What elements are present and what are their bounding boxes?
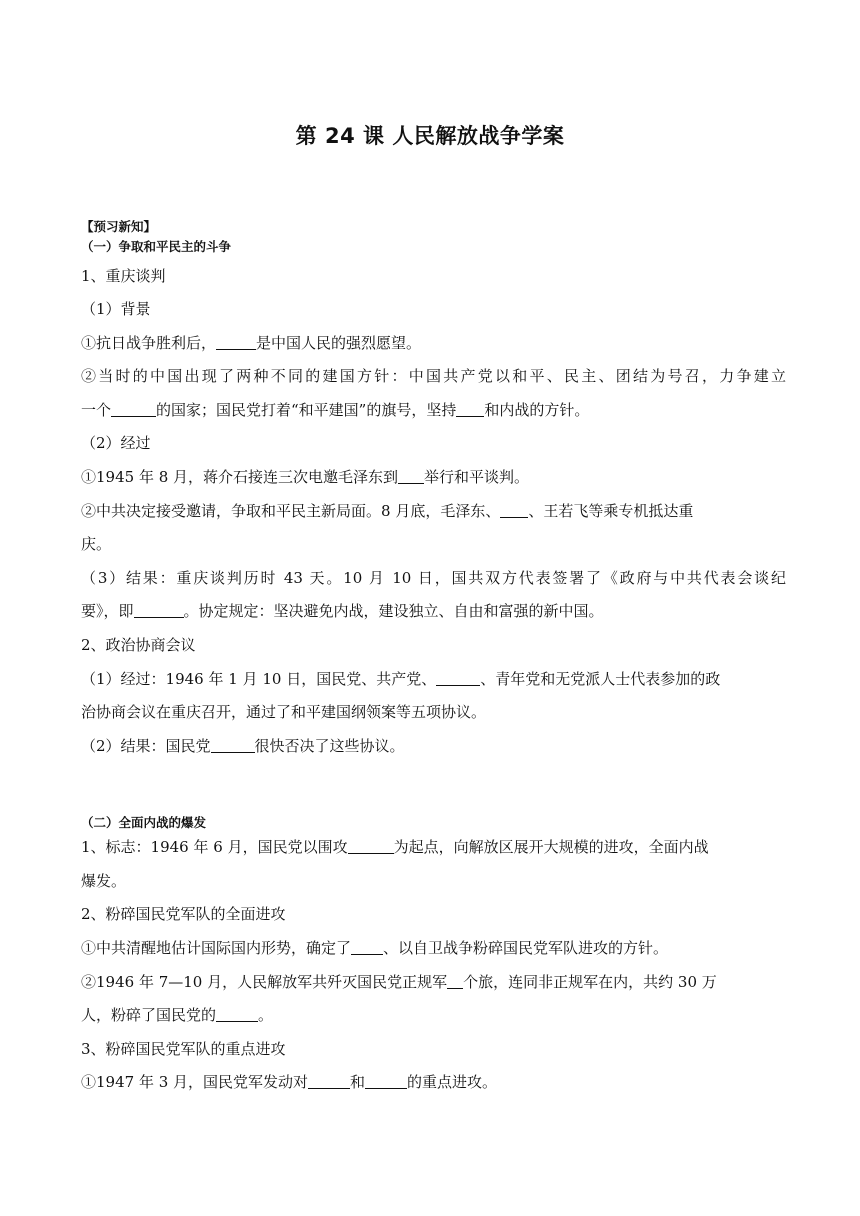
heading-full-attack: 2、粉碎国民党军队的全面进攻 — [81, 905, 286, 923]
heading-key-attack: 3、粉碎国民党军队的重点进攻 — [81, 1040, 286, 1058]
blank-field[interactable] — [308, 1073, 350, 1089]
section-heading-1: （一）争取和平民主的斗争 — [81, 239, 232, 254]
section-heading-2: （二）全面内战的爆发 — [81, 815, 207, 830]
heading-background: （1）背景 — [81, 300, 151, 318]
text-line: 爆发。 — [81, 872, 127, 890]
blank-field[interactable] — [348, 838, 394, 854]
text-line: （3）结果：重庆谈判历时 43 天。10 月 10 日，国共双方代表签署了《政府与中共代表会谈纪 — [81, 569, 786, 587]
blank-field[interactable] — [500, 502, 528, 518]
text-line: ②当时的中国出现了两种不同的建国方针：中国共产党以和平、民主、团结为号召，力争建立 — [81, 367, 786, 385]
text-line: 一个 的国家；国民党打着“和平建国”的旗号，坚持 和内战的方针。 — [81, 401, 590, 419]
text-line: 庆。 — [81, 535, 112, 553]
blank-field[interactable] — [216, 334, 256, 350]
blank-field[interactable] — [211, 737, 255, 753]
text-line: （1）经过：1946 年 1 月 10 日，国民党、共产党、 、青年党和无党派人士代表参加的政 — [81, 670, 721, 688]
blank-field[interactable] — [216, 1006, 258, 1022]
blank-field[interactable] — [398, 468, 424, 484]
text-line: ①1945 年 8 月，蒋介石接连三次电邀毛泽东到 举行和平谈判。 — [81, 468, 530, 486]
heading-chongqing: 1、重庆谈判 — [81, 267, 166, 285]
text-line: 要》，即 。协定规定：坚决避免内战，建设独立、自由和富强的新中国。 — [81, 602, 604, 620]
blank-field[interactable] — [351, 939, 383, 955]
blank-field[interactable] — [365, 1073, 407, 1089]
heading-pcc: 2、政治协商会议 — [81, 636, 196, 654]
text-line: ②中共决定接受邀请，争取和平民主新局面。8 月底，毛泽东、 、王若飞等乘专机抵达重 — [81, 502, 694, 520]
blank-field[interactable] — [134, 602, 184, 618]
text-line: ②1946 年 7—10 月，人民解放军共歼灭国民党正规军 个旅，连同非正规军在内，共约 30 万 — [81, 973, 717, 991]
blank-field[interactable] — [456, 401, 484, 417]
blank-field[interactable] — [436, 670, 480, 686]
text-line: （2）结果：国民党 很快否决了这些协议。 — [81, 737, 405, 755]
text-line: ①中共清醒地估计国际国内形势，确定了 、以自卫战争粉碎国民党军队进攻的方针。 — [81, 939, 669, 957]
text-line: 1、标志：1946 年 6 月，国民党以围攻 为起点，向解放区展开大规模的进攻，全面内战 — [81, 838, 709, 856]
blank-field[interactable] — [447, 973, 463, 989]
text-line: ①1947 年 3 月，国民党军发动对 和 的重点进攻。 — [81, 1073, 498, 1091]
text-line: ①抗日战争胜利后， 是中国人民的强烈愿望。 — [81, 334, 422, 352]
blank-field[interactable] — [111, 401, 156, 417]
heading-process: （2）经过 — [81, 434, 151, 452]
page-title: 第 24 课 人民解放战争学案 — [295, 124, 565, 148]
text-line: 治协商会议在重庆召开，通过了和平建国纲领案等五项协议。 — [81, 703, 487, 721]
section-heading-preview: 【预习新知】 — [81, 219, 157, 234]
text-line: 人，粉碎了国民党的 。 — [81, 1006, 274, 1024]
